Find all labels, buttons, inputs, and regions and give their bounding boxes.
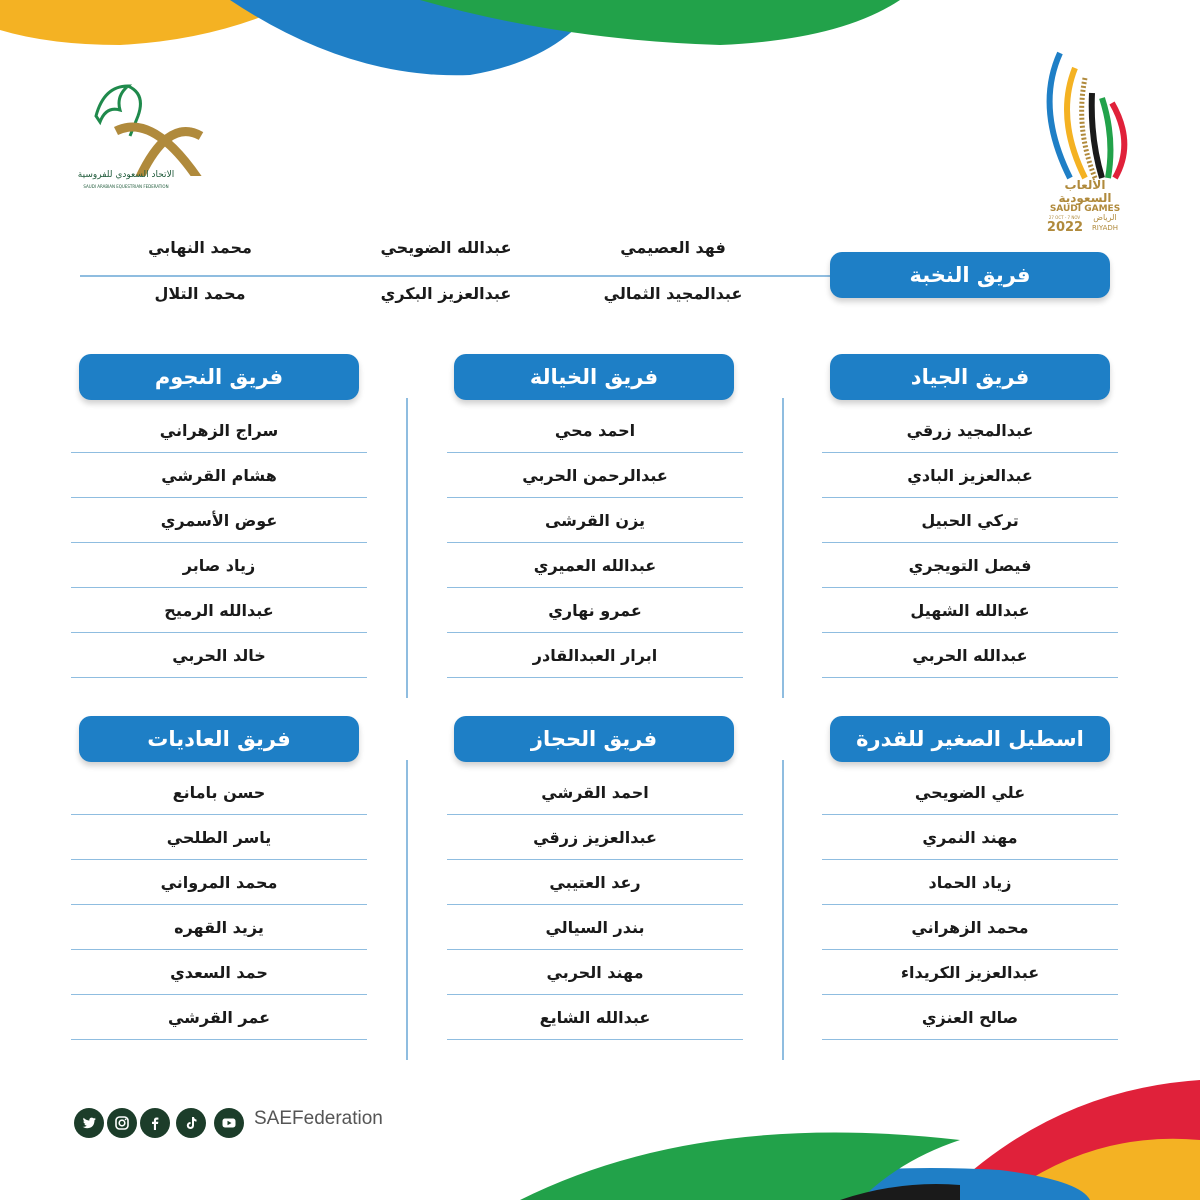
team-member: يزيد القهره (71, 905, 367, 950)
team-member: زياد صابر (71, 543, 367, 588)
column-separator (406, 760, 408, 1060)
team-member: يزن القرشى (447, 498, 743, 543)
saudi-games-logo (1030, 48, 1140, 238)
elite-team-divider (80, 275, 840, 277)
team-list (447, 770, 743, 1040)
team-member: عبدالله الحربي (822, 633, 1118, 678)
team-member: رعد العتيبي (447, 860, 743, 905)
federation-name-ar: الاتحاد السعودي للفروسية (77, 170, 175, 180)
social-handle[interactable]: SAEFederation (254, 1108, 383, 1129)
team-member: علي الضويحي (822, 770, 1118, 815)
team-header: اسطبل الصغير للقدرة (830, 716, 1110, 762)
twitter-icon[interactable] (74, 1108, 104, 1138)
team-list (447, 408, 743, 678)
team-header: فريق الجياد (830, 354, 1110, 400)
column-separator (406, 398, 408, 698)
team-header: فريق النجوم (79, 354, 359, 400)
team-member: تركي الحبيل (822, 498, 1118, 543)
instagram-icon[interactable] (107, 1108, 137, 1138)
column-separator (782, 760, 784, 1060)
elite-member: محمد التلال (154, 284, 246, 303)
games-title-ar-1: الألعاب (1064, 178, 1106, 192)
team-list (822, 770, 1118, 1040)
team-member: حمد السعدي (71, 950, 367, 995)
team-member: عبدالعزيز البادي (822, 453, 1118, 498)
team-member: احمد محي (447, 408, 743, 453)
team-member: ابرار العبدالقادر (447, 633, 743, 678)
games-year: 2022 (1046, 220, 1084, 235)
games-dates: 27 OCT - 7 NOV (1048, 215, 1081, 220)
elite-member: محمد النهابي (148, 238, 252, 257)
team-member: عبدالله الشهيل (822, 588, 1118, 633)
games-title-ar-2: السعودية (1058, 191, 1112, 205)
elite-member: عبدالله الضويحي (380, 238, 512, 257)
horse-logo-icon (76, 76, 216, 176)
column-separator (782, 398, 784, 698)
team-member: احمد القرشي (447, 770, 743, 815)
team-member: عبدالمجيد زرقي (822, 408, 1118, 453)
elite-member: فهد العصيمي (620, 238, 726, 257)
team-member: ياسر الطلحي (71, 815, 367, 860)
team-header: فريق الخيالة (454, 354, 734, 400)
youtube-icon[interactable] (214, 1108, 244, 1138)
team-member: عوض الأسمري (71, 498, 367, 543)
games-city-ar: الرياض (1093, 213, 1117, 222)
elite-team-header: فريق النخبة (830, 252, 1110, 298)
team-member: حسن بامانع (71, 770, 367, 815)
team-member: محمد المرواني (71, 860, 367, 905)
team-list (71, 408, 367, 678)
federation-logo (76, 76, 216, 196)
team-member: مهند الحربي (447, 950, 743, 995)
team-member: خالد الحربي (71, 633, 367, 678)
team-member: عبدالله الرميح (71, 588, 367, 633)
tiktok-icon[interactable] (176, 1108, 206, 1138)
federation-name-en: SAUDI ARABIAN EQUESTRIAN FEDERATION (83, 184, 169, 189)
team-list (71, 770, 367, 1040)
team-member: فيصل التويجري (822, 543, 1118, 588)
team-member: سراج الزهراني (71, 408, 367, 453)
team-member: عمرو نهاري (447, 588, 743, 633)
elite-member: عبدالعزيز البكري (380, 284, 512, 303)
team-member: مهند النمري (822, 815, 1118, 860)
team-member: هشام القرشي (71, 453, 367, 498)
games-title-en: SAUDI GAMES (1049, 204, 1121, 214)
team-member: زياد الحماد (822, 860, 1118, 905)
team-list (822, 408, 1118, 678)
team-member: عبدالعزيز الكريداء (822, 950, 1118, 995)
facebook-icon[interactable] (140, 1108, 170, 1138)
team-member: عبدالله الشايع (447, 995, 743, 1040)
team-member: بندر السيالي (447, 905, 743, 950)
flame-logo-icon (1030, 48, 1140, 183)
team-header: فريق العاديات (79, 716, 359, 762)
team-member: محمد الزهراني (822, 905, 1118, 950)
team-member: عمر القرشي (71, 995, 367, 1040)
elite-member: عبدالمجيد الثمالي (603, 284, 743, 303)
team-member: صالح العنزي (822, 995, 1118, 1040)
team-header: فريق الحجاز (454, 716, 734, 762)
team-member: عبدالله العميري (447, 543, 743, 588)
games-city-en: RIYADH (1091, 224, 1119, 232)
team-member: عبدالرحمن الحربي (447, 453, 743, 498)
team-member: عبدالعزيز زرقي (447, 815, 743, 860)
